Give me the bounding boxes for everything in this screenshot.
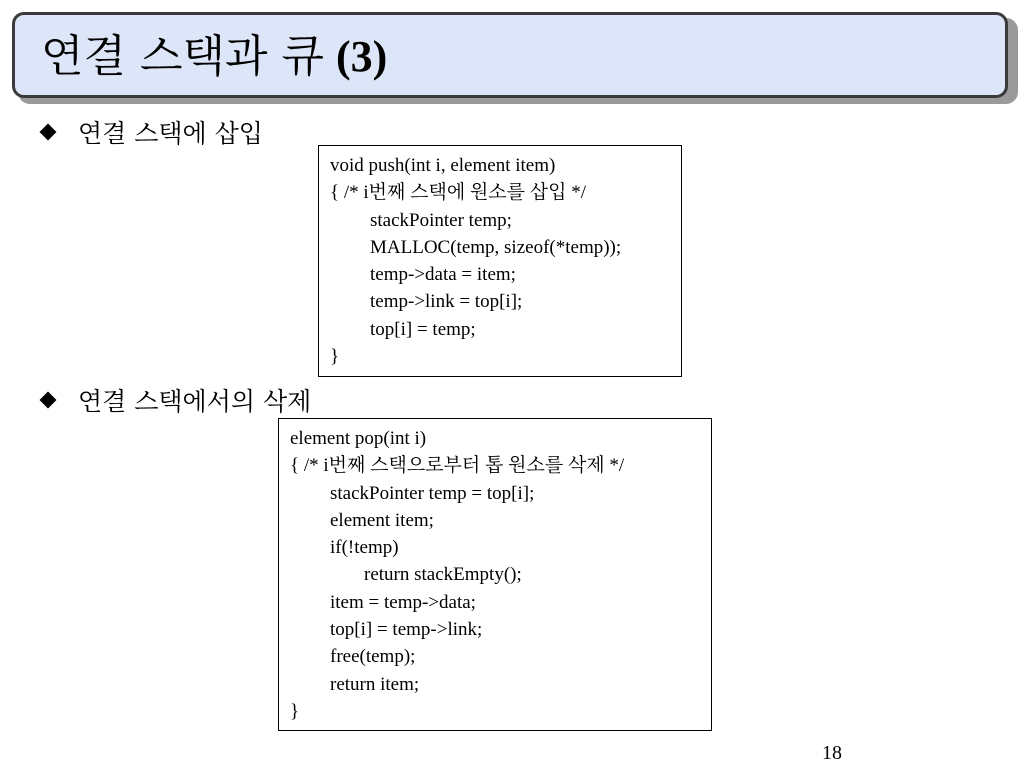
push-code-box xyxy=(318,145,682,377)
code-line: stackPointer temp = top[i]; xyxy=(330,482,535,504)
title-banner xyxy=(12,12,1008,98)
code-line: { /* i번째 스택으로부터 톱 원소를 삭제 */ xyxy=(290,455,625,477)
code-line: } xyxy=(290,700,300,722)
diamond-bullet-icon xyxy=(40,124,57,141)
slide-title-text: 연결 스택과 큐 xyxy=(41,31,324,82)
code-line: if(!temp) xyxy=(330,537,399,559)
code-line: stackPointer temp; xyxy=(370,209,512,231)
slide-title-number: (3) xyxy=(336,32,388,81)
code-line: temp->link = top[i]; xyxy=(370,291,523,313)
code-line: element item; xyxy=(330,509,434,531)
code-line: { /* i번째 스택에 원소를 삽입 */ xyxy=(330,182,586,204)
code-line: MALLOC(temp, sizeof(*temp)); xyxy=(370,236,622,258)
slide-title xyxy=(41,29,387,85)
diamond-bullet-icon xyxy=(40,392,57,409)
bullet-push xyxy=(38,114,263,150)
code-line: return item; xyxy=(330,673,420,695)
code-line: temp->data = item; xyxy=(370,264,516,286)
code-line: element pop(int i) xyxy=(290,428,427,449)
code-line: free(temp); xyxy=(330,646,416,668)
code-line: } xyxy=(330,346,340,368)
code-line: top[i] = temp->link; xyxy=(330,619,483,641)
pop-code-box xyxy=(278,418,712,731)
bullet-push-label: 연결 스택에 삽입 xyxy=(78,119,263,148)
bullet-pop-label: 연결 스택에서의 삭제 xyxy=(78,387,312,416)
code-line: item = temp->data; xyxy=(330,591,476,613)
bullet-pop xyxy=(38,382,311,418)
code-line: return stackEmpty(); xyxy=(364,564,522,586)
page-number: 18 xyxy=(822,742,842,764)
code-line: void push(int i, element item) xyxy=(330,155,556,176)
code-line: top[i] = temp; xyxy=(370,318,476,340)
